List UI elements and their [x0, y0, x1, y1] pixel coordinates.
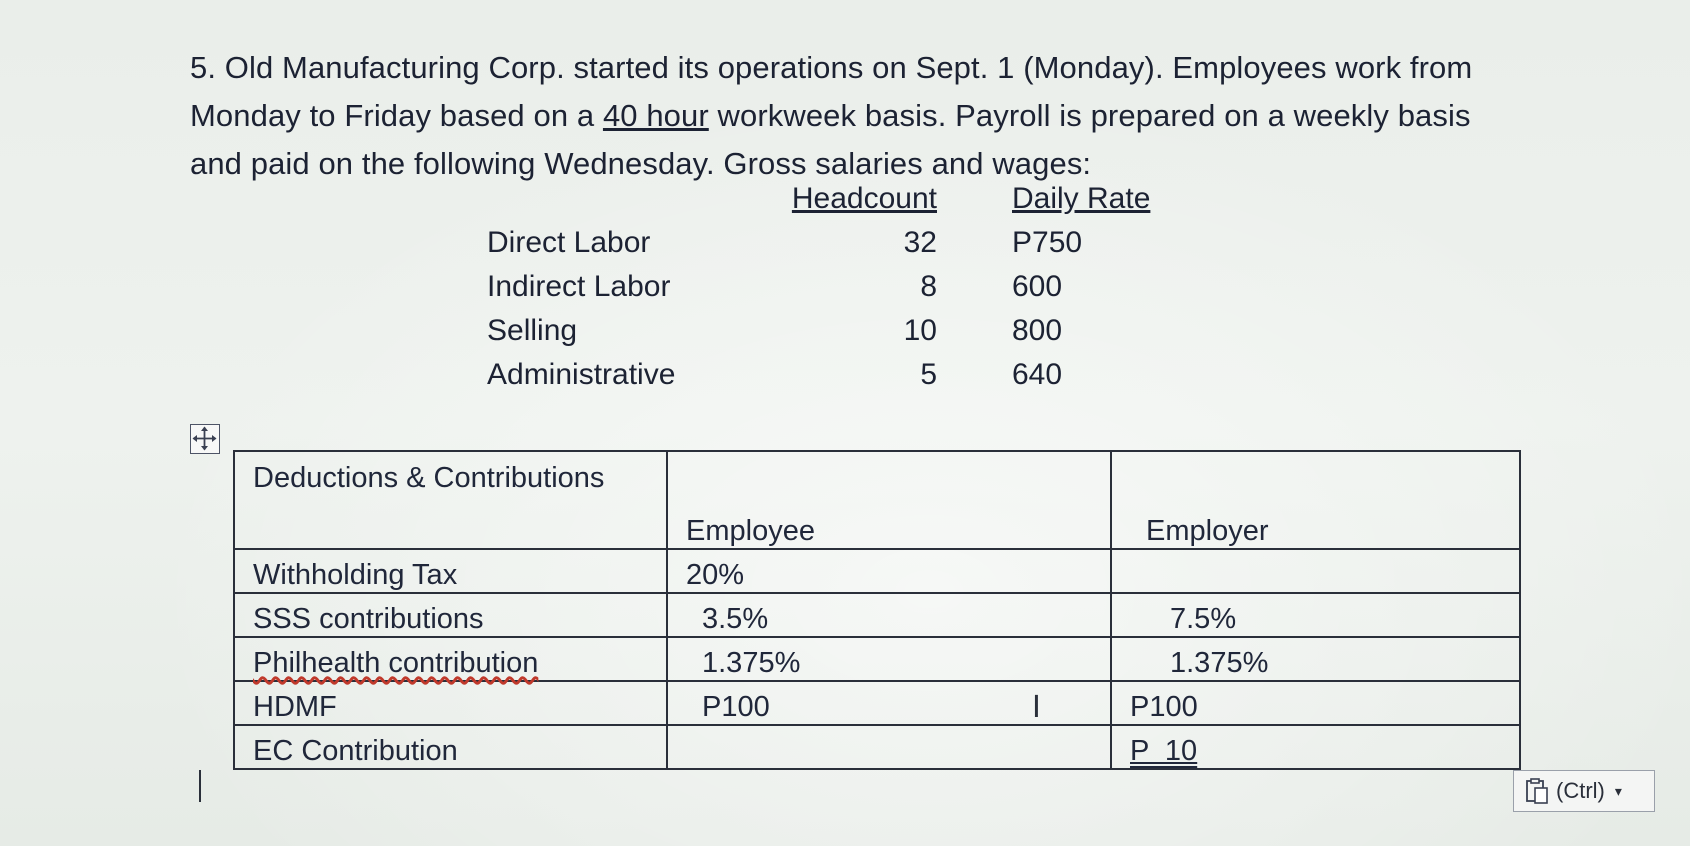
problem-line-2-start: Monday to Friday based on a [190, 98, 603, 133]
table-row [234, 593, 1520, 637]
deduction-label[interactable] [234, 637, 667, 681]
text-cursor-icon: I [1032, 690, 1041, 725]
employer-value-text: 1.375% [1170, 647, 1269, 679]
deduction-label[interactable]: SSS contributions [234, 593, 667, 637]
workweek-hours: 40 hour [602, 98, 709, 133]
employee-value[interactable]: P100 [667, 681, 1111, 725]
rate-headcount: 8 [920, 270, 937, 303]
paste-options-label: (Ctrl) [1556, 778, 1605, 803]
employer-value-text: 7.5% [1170, 603, 1237, 635]
table-row [234, 725, 1520, 769]
table-row [234, 549, 1520, 593]
table-header-row [234, 451, 1520, 549]
table-row [234, 681, 1520, 725]
employee-value[interactable] [667, 725, 1111, 769]
move-arrows-icon [191, 425, 218, 452]
rate-value: 640 [1012, 358, 1063, 391]
rate-headcount: 10 [903, 314, 937, 347]
table-row [234, 637, 1520, 681]
rate-label: Selling [487, 314, 578, 347]
rate-label: Administrative [487, 358, 676, 391]
table-move-handle[interactable] [190, 424, 220, 454]
deduction-label[interactable]: Withholding Tax [234, 549, 667, 593]
ec-employer-value-text: P 10 [1130, 735, 1198, 767]
employee-value[interactable]: 20% [667, 549, 1111, 593]
employer-value[interactable] [1111, 593, 1520, 637]
deduction-label[interactable]: EC Contribution [234, 725, 667, 769]
insertion-caret [199, 770, 201, 802]
paste-options-button[interactable] [1513, 770, 1655, 812]
employee-value[interactable]: 3.5% [667, 593, 1111, 637]
employer-value[interactable] [1111, 549, 1520, 593]
employer-value[interactable] [1111, 725, 1520, 769]
rate-headcount: 5 [920, 358, 937, 391]
employer-header[interactable]: Employer [1111, 451, 1520, 549]
problem-line-1: 5. Old Manufacturing Corp. started its operations on Sept. 1 (Monday). Employees work from [190, 50, 1473, 85]
problem-line-2-end: workweek basis. Payroll is prepared on a weekly basis [708, 98, 1471, 133]
rate-label: Direct Labor [487, 226, 651, 259]
clipboard-icon [1524, 777, 1550, 805]
employer-value[interactable] [1111, 637, 1520, 681]
headcount-header: Headcount [791, 182, 937, 215]
employer-value[interactable]: P100 [1111, 681, 1520, 725]
rate-headcount: 32 [903, 226, 937, 259]
problem-line-2 [190, 92, 1570, 140]
deduction-label[interactable]: HDMF [234, 681, 667, 725]
rate-label: Indirect Labor [487, 270, 671, 303]
philhealth-label-text: Philhealth contribution [253, 647, 539, 679]
deductions-table [233, 450, 1521, 770]
employee-value[interactable]: 1.375% [667, 637, 1111, 681]
rate-value: 600 [1012, 270, 1063, 303]
problem-statement [190, 44, 1570, 188]
rate-value: P750 [1012, 226, 1083, 259]
chevron-down-icon: ▾ [1614, 782, 1622, 799]
deductions-header[interactable]: Deductions & Contributions [234, 451, 667, 549]
rate-value: 800 [1012, 314, 1063, 347]
problem-line-3: and paid on the following Wednesday. Gross salaries and wages: [190, 146, 1092, 181]
daily-rate-header: Daily Rate [1012, 182, 1151, 215]
employee-header[interactable]: Employee [667, 451, 1111, 549]
